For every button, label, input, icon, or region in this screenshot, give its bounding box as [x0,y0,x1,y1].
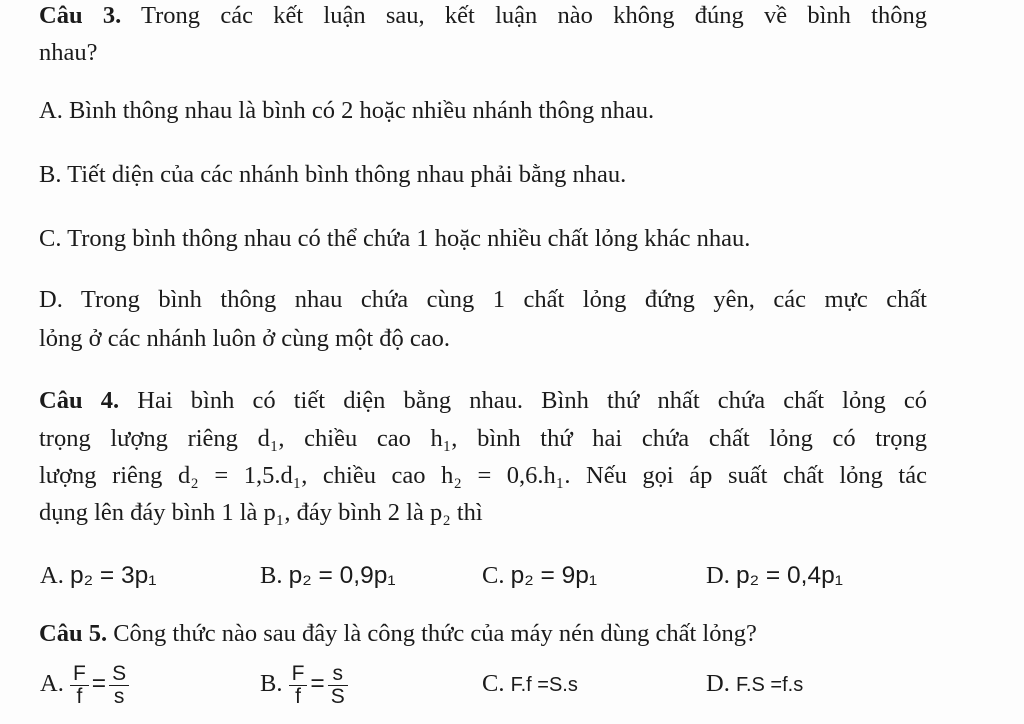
q4-line-3: lượng riêng d₂ = 1,5.d₁, chiều cao h₂ = 0,6.h₁. Nếu gọi áp suất chất lỏng tác [39,462,927,489]
q4-line-4: dụng lên đáy bình 1 là p₁, đáy bình 2 là p₂ thì [39,499,483,526]
q5-label: Câu 5. [39,620,108,647]
q4-option-d: D. p₂ = 0,4p₁ [706,562,843,589]
q3-line-1: Câu 3. Trong các kết luận sau, kết luận nào không đúng về bình thông [39,2,927,29]
q4-option-c: C. p₂ = 9p₁ [482,562,598,589]
q4-label: Câu 4. [39,387,120,414]
q5-option-b: B. $\frac{F}{f}$ = $\frac{s}{S}$ [260,660,348,708]
q4-line-2: trọng lượng riêng d₁, chiều cao h₁, bình thứ hai chứa chất lỏng có trọng [39,425,927,452]
q5-line: Câu 5. Công thức nào sau đây là công thức của máy nén dùng chất lỏng? [39,620,757,647]
q3-option-b: B. Tiết diện của các nhánh bình thông nhau phải bằng nhau. [39,161,627,188]
q3-line-2: nhau? [39,39,98,66]
fraction: $\frac{F}{f}$ [70,663,89,708]
q4-option-b: B. p₂ = 0,9p₁ [260,562,396,589]
q3-label: Câu 3. [39,2,122,29]
q3-option-d-line-2: lỏng ở các nhánh luôn ở cùng một độ cao. [39,325,451,352]
q5-option-c: C. F.f =S.s [482,670,578,697]
q4-option-a: A. p₂ = 3p₁ [40,562,157,589]
q4-line-1: Câu 4. Hai bình có tiết diện bằng nhau. Bình thứ nhất chứa chất lỏng có [39,387,927,414]
q5-option-d: D. F.S =f.s [706,670,804,697]
q3-option-d-line-1: D. Trong bình thông nhau chứa cùng 1 chất lỏng đứng yên, các mực chất [39,286,927,313]
fraction: $\frac{S}{s}$ [109,663,129,708]
q5-option-a: A. $\frac{F}{f}$ = $\frac{S}{s}$ [40,660,129,708]
q3-option-a: A. Bình thông nhau là bình có 2 hoặc nhiều nhánh thông nhau. [39,97,655,124]
q3-option-c: C. Trong bình thông nhau có thể chứa 1 hoặc nhiều chất lỏng khác nhau. [39,225,751,252]
fraction: $\frac{s}{S}$ [328,663,348,708]
fraction: $\frac{F}{f}$ [289,663,308,708]
